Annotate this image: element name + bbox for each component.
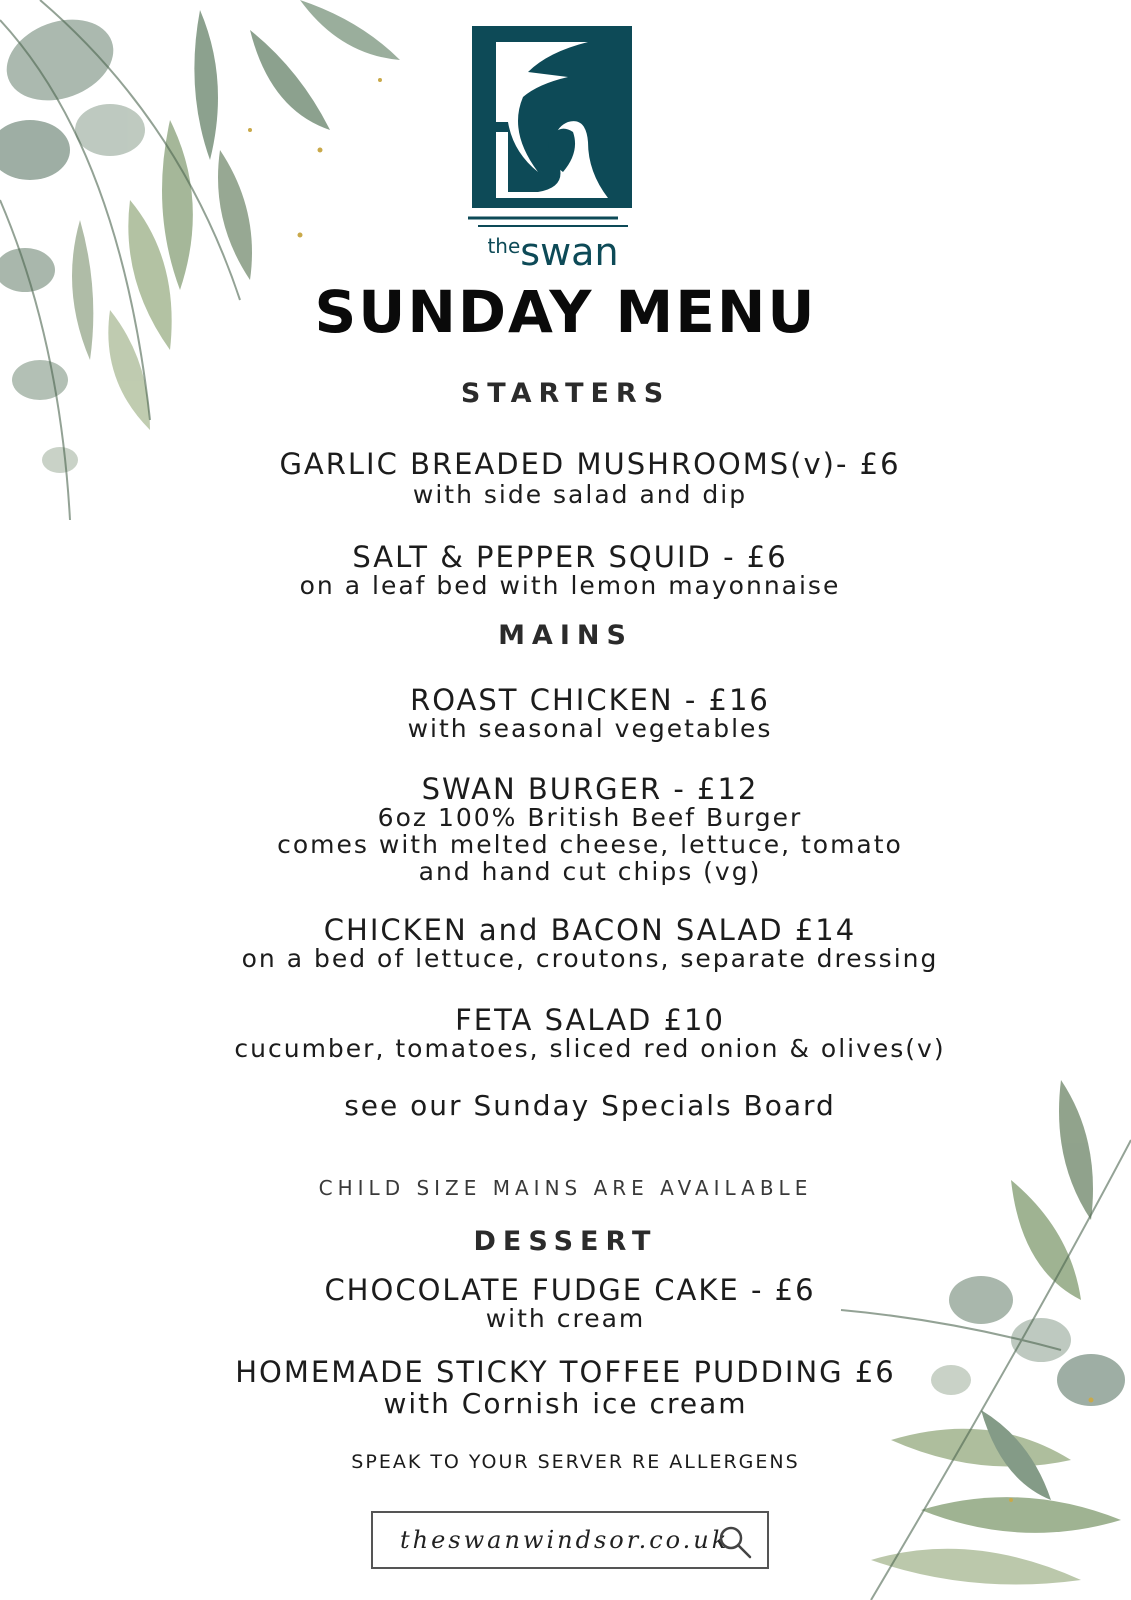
menu-item-name: ROAST CHICKEN - £16 [410,683,770,717]
menu-item-desc: and hand cut chips (vg) [418,857,762,886]
menu-item-name: SALT & PEPPER SQUID - £6 [352,540,788,574]
search-icon[interactable] [717,1524,753,1560]
section-heading-starters: STARTERS [460,378,671,409]
website-url[interactable]: theswanwindsor.co.uk [400,1526,730,1554]
menu-item-name: GARLIC BREADED MUSHROOMS(v)- £6 [279,447,901,481]
menu-item-desc: comes with melted cheese, lettuce, tomato [277,830,903,859]
menu-item-desc: on a bed of lettuce, croutons, separate dressing [241,944,939,973]
menu-item-name: CHICKEN and BACON SALAD £14 [323,913,857,947]
logo-wordmark [468,230,638,274]
menu-item-desc: cucumber, tomatoes, sliced red onion & olives(v) [234,1034,946,1063]
menu-item-desc: 6oz 100% British Beef Burger [377,803,803,832]
menu-item-desc: with cream [485,1304,646,1333]
logo-the: the [487,234,521,258]
menu-item-desc: on a leaf bed with lemon mayonnaise [299,571,841,600]
logo-swan: swan [520,230,619,274]
allergen-note: SPEAK TO YOUR SERVER RE ALLERGENS [351,1451,800,1473]
foliage-bottom-right-decoration [831,1080,1131,1600]
menu-item-name: CHOCOLATE FUDGE CAKE - £6 [324,1273,816,1307]
menu-item-name: HOMEMADE STICKY TOFFEE PUDDING £6 [235,1355,896,1389]
specials-note: see our Sunday Specials Board [344,1089,836,1122]
swan-logo [468,22,638,272]
child-size-note: CHILD SIZE MAINS ARE AVAILABLE [318,1176,813,1200]
website-box[interactable] [371,1511,769,1569]
menu-item-desc: with side salad and dip [412,480,748,509]
menu-item-name: SWAN BURGER - £12 [421,772,759,806]
section-heading-mains: MAINS [498,620,633,651]
menu-item-name: FETA SALAD £10 [455,1003,725,1037]
page-title: SUNDAY MENU [314,278,817,346]
section-heading-dessert: DESSERT [473,1226,658,1257]
menu-item-desc: with Cornish ice cream [383,1387,748,1420]
swan-logo-icon [468,22,638,232]
menu-item-desc: with seasonal vegetables [407,714,773,743]
